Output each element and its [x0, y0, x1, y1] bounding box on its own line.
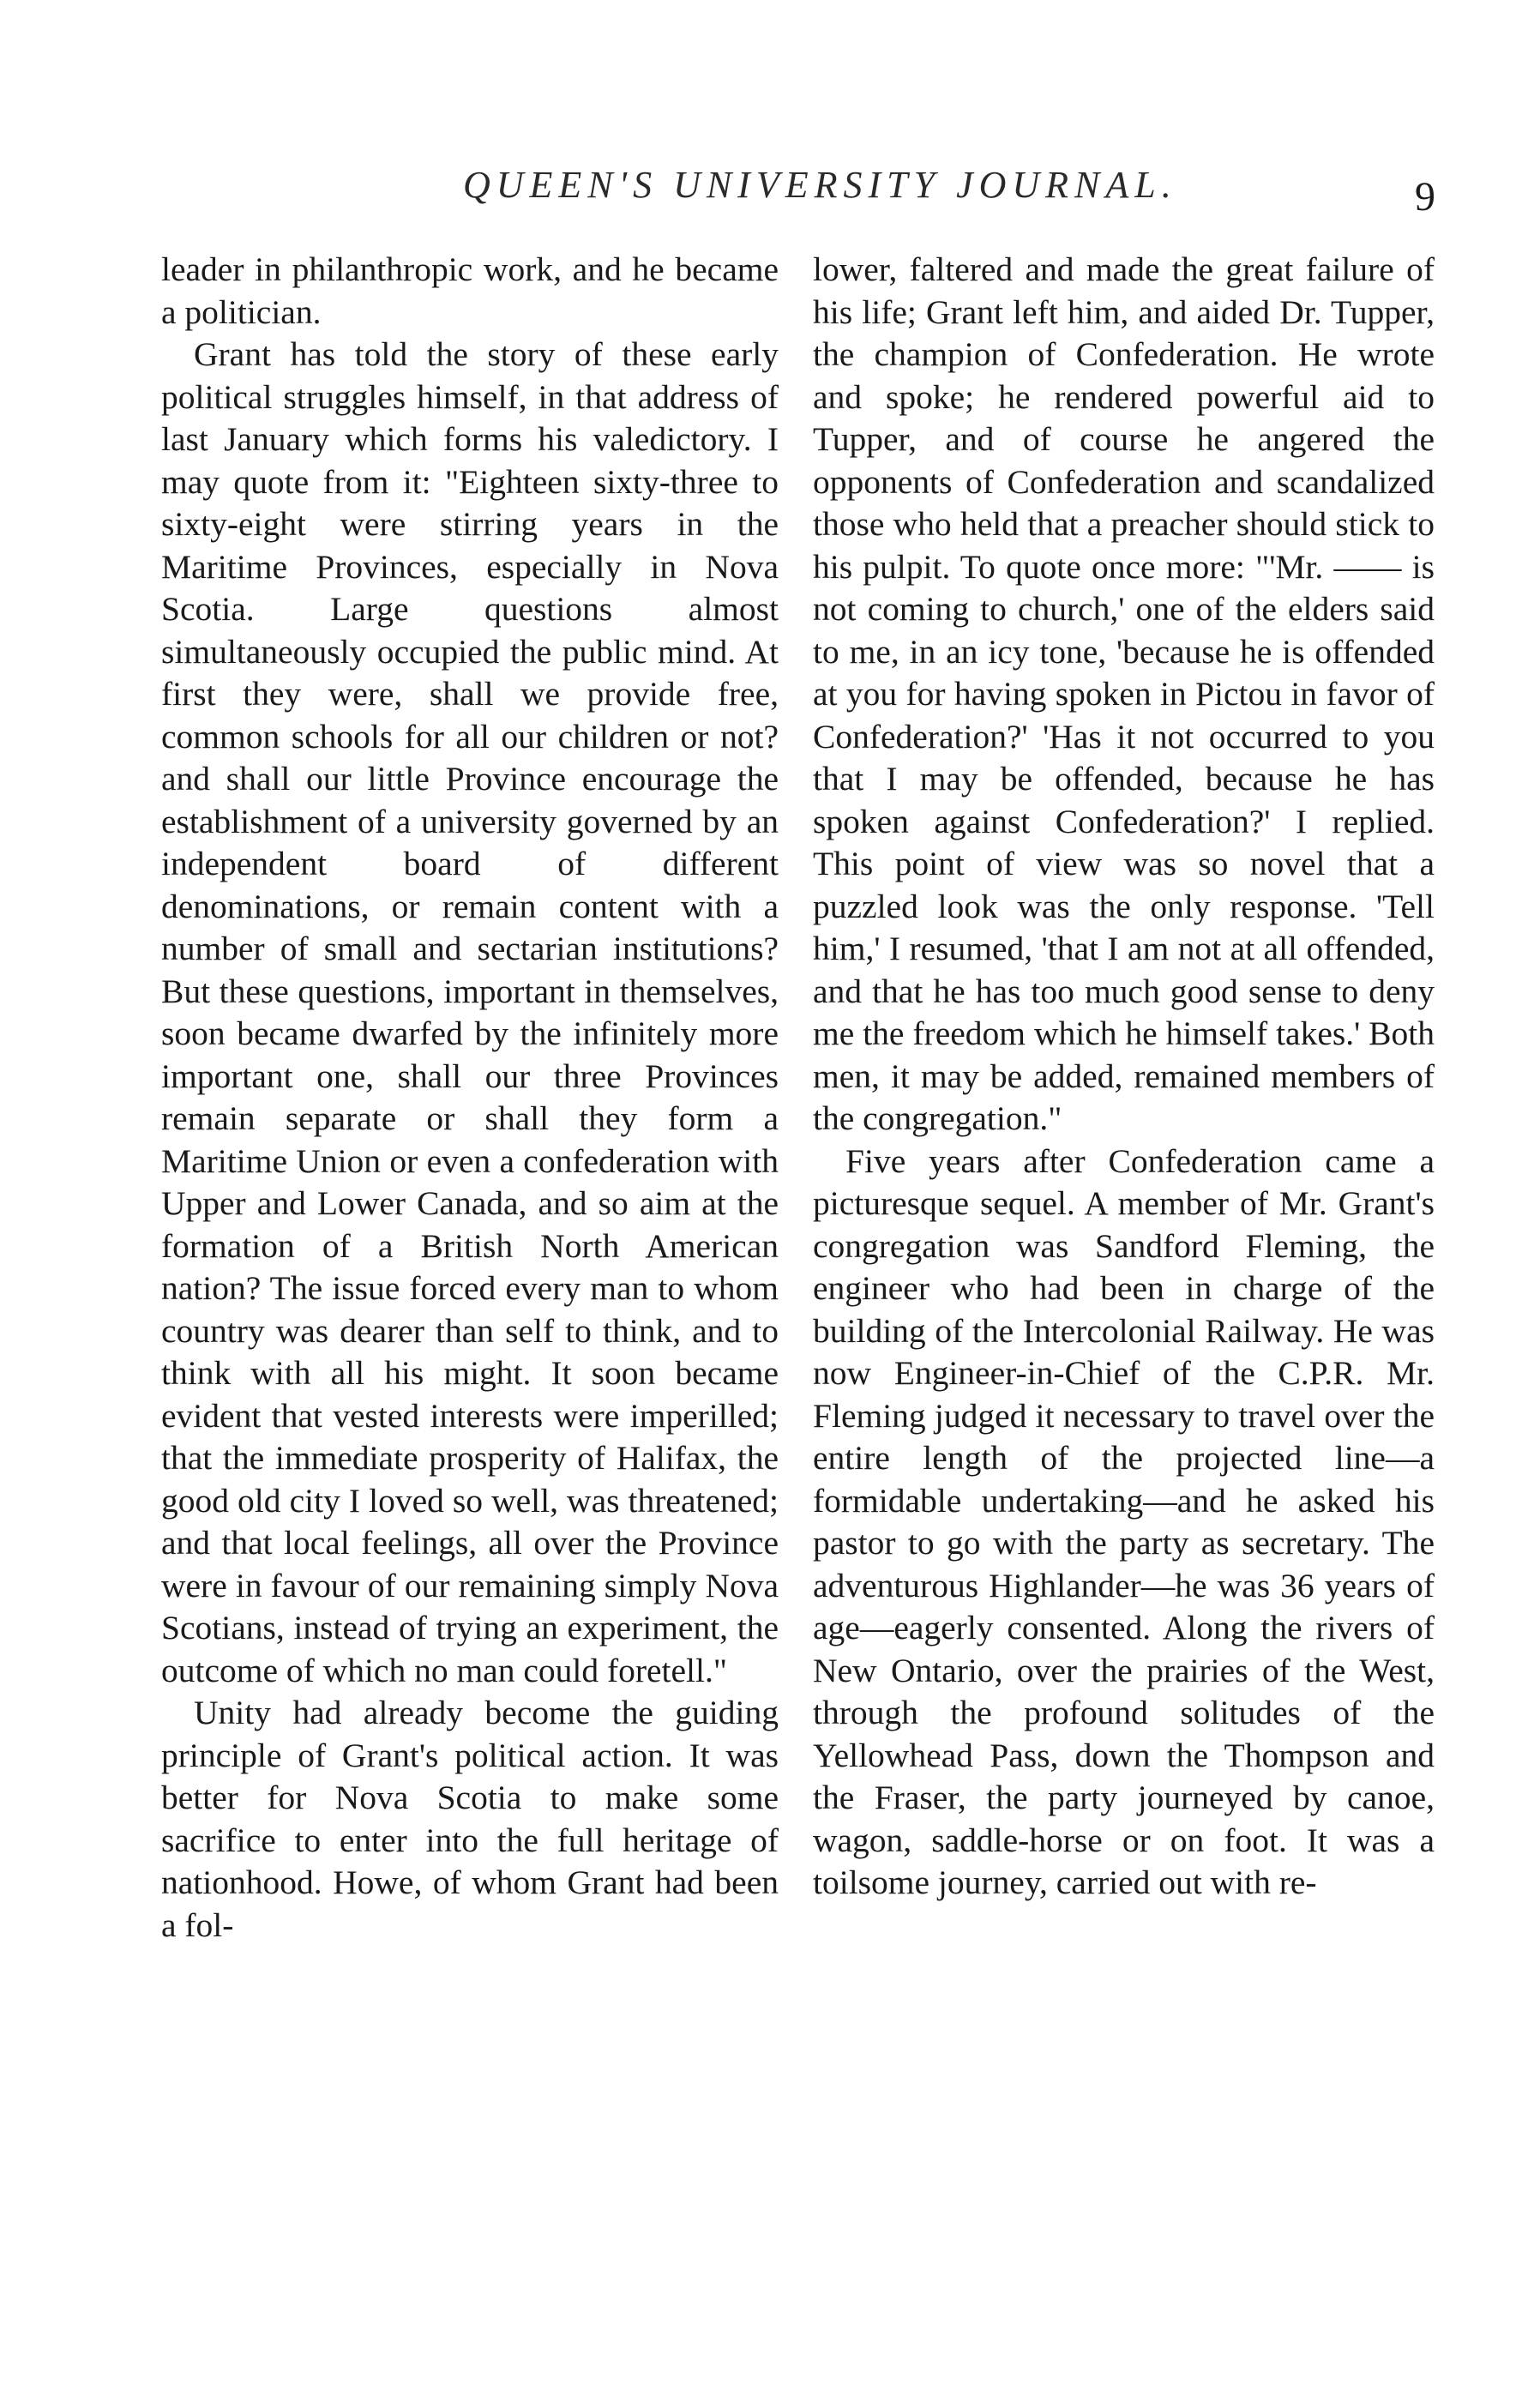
- right-paragraph-2: Five years after Confederation came a picturesque sequel. A member of Mr. Grant's congregation was Sandford Fleming, the engineer who had been in charge of the building of the Intercolonial Railway. He was now Engineer-in-Chief of the C.P.R. Mr. Fleming judged it necessary to travel over the entire length of the projected line—a formidable undertaking—and he asked his pastor to go with the party as secretary. The adventurous Highlander—he was 36 years of age—eagerly consented. Along the rivers of New Ontario, over the prairies of the West, through the profound solitudes of the Yellowhead Pass, down the Thompson and the Fraser, the party journeyed by canoe, wagon, saddle-horse or on foot. It was a toilsome journey, carried out with re-: [813, 1141, 1435, 1901]
- right-column: [813, 249, 1435, 1905]
- left-paragraph-3: Unity had already become the guiding principle of Grant's political action. It was better for Nova Scotia to make some sacrifice to enter into the full heritage of nationhood. Howe, of whom Grant had been a fol-: [161, 1694, 779, 1944]
- left-paragraph-2: Grant has told the story of these early political struggles himself, in that address of last January which forms his valedictory. I may quote from it: "Eighteen sixty-three to sixty-eight were stirring years in the Maritime Provinces, especially in Nova Scotia. Large questions almost simultaneously occupied the public mind. At first they were, shall we provide free, common schools for all our children or not? and shall our little Province encourage the establishment of a university governed by an independent board of different denominations, or remain content with a number of small and sectarian institutions? But these questions, important in themselves, soon became dwarfed by the infinitely more important one, shall our three Provinces remain separate or shall they form a Maritime Union or even a confederation with Upper and Lower Canada, and so aim at the formation of a British North American nation? The issue forced every man to whom country was dearer than self to think, and to think with all his might. It soon became evident that vested interests were imperilled; that the immediate prosperity of Halifax, the good old city I loved so well, was threatened; and that local feelings, all over the Province were in favour of our remaining simply Nova Scotians, instead of trying an experiment, the outcome of which no man could foretell.": [161, 335, 779, 1689]
- left-column: [161, 249, 779, 1947]
- right-paragraph-1: lower, faltered and made the great failure of his life; Grant left him, and aided Dr. Tupper, the champion of Confederation. He wrote and spoke; he rendered powerful aid to Tupper, and of course he angered the opponents of Confederation and scandalized those who held that a preacher should stick to his pulpit. To quote once more: "'Mr. —— is not coming to church,' one of the elders said to me, in an icy tone, 'because he is offended at you for having spoken in Pictou in favor of Confederation?' 'Has it not occurred to you that I may be offended, because he has spoken against Confederation?' I replied. This point of view was so novel that a puzzled look was the only response. 'Tell him,' I resumed, 'that I am not at all offended, and that he has too much good sense to deny me the freedom which he himself takes.' Both men, it may be added, remained members of the congregation.": [813, 250, 1435, 1137]
- page-number: 9: [1415, 174, 1435, 220]
- page-header: [0, 163, 1528, 220]
- left-paragraph-1: leader in philanthropic work, and he became a politician.: [161, 250, 779, 331]
- running-title: QUEEN'S UNIVERSITY JOURNAL.: [463, 164, 1177, 206]
